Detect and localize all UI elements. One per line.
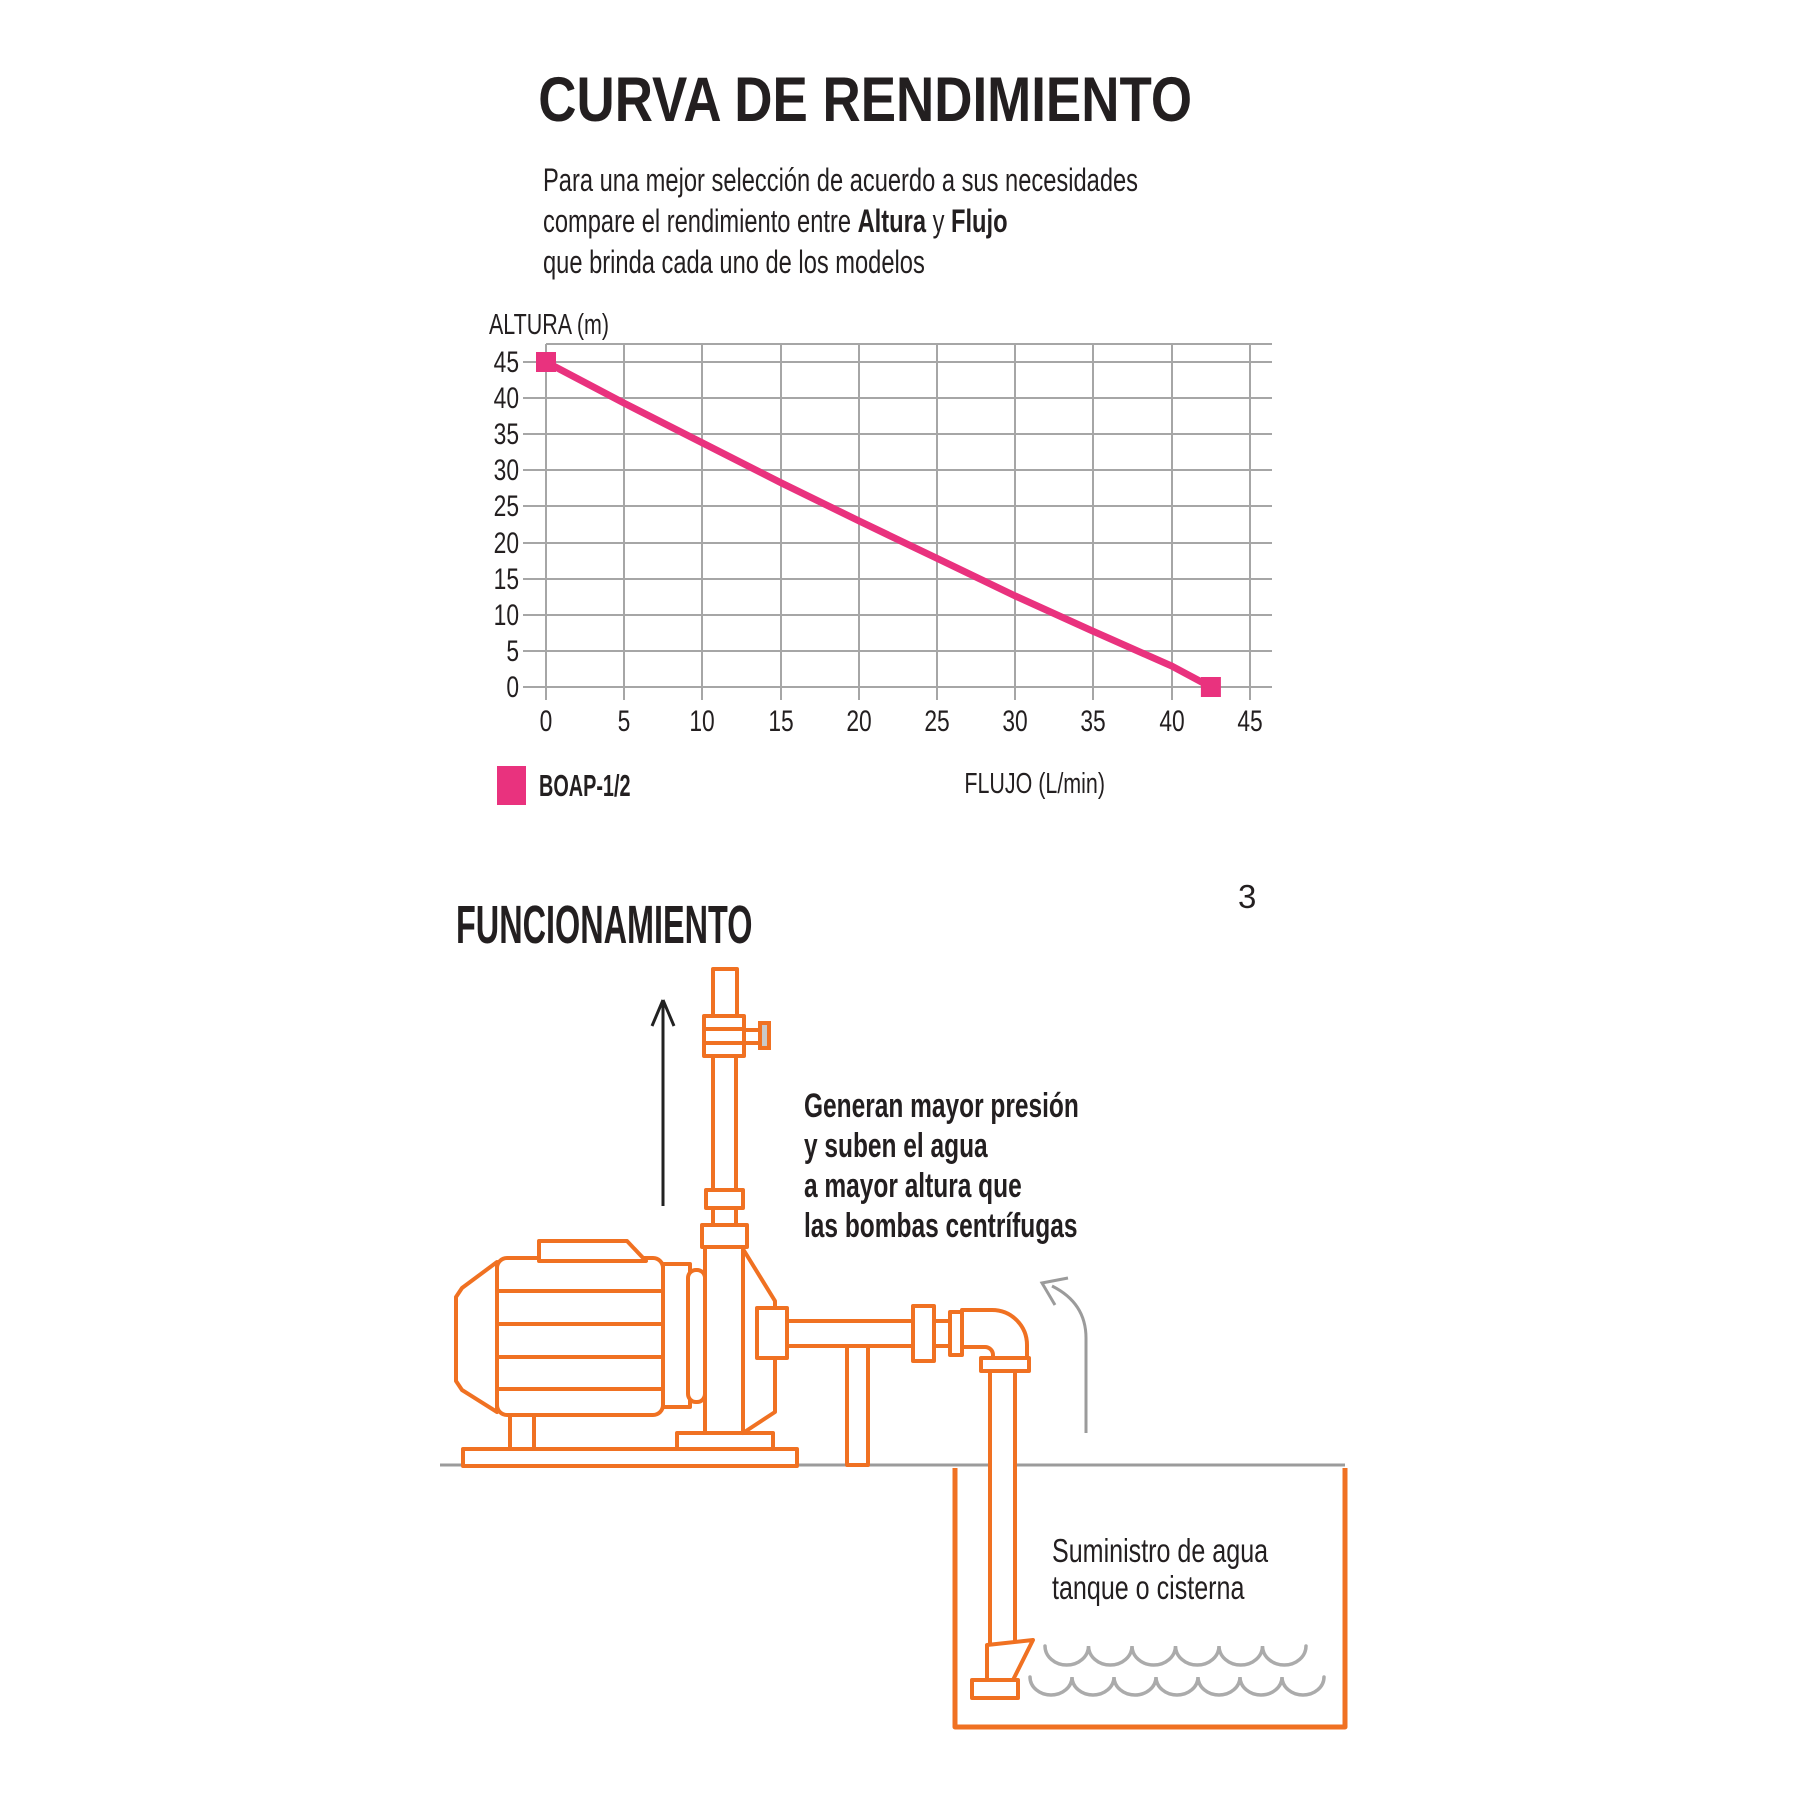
y-tick: 35 xyxy=(493,416,519,451)
x-tick: 45 xyxy=(1237,703,1263,738)
y-tick: 30 xyxy=(493,452,519,487)
y-tick: 5 xyxy=(506,633,519,668)
x-tick: 40 xyxy=(1159,703,1185,738)
discharge-pipe-lower xyxy=(713,1208,736,1225)
discharge-side-flange xyxy=(757,1308,787,1358)
x-tick-labels xyxy=(540,704,1263,738)
legend-label: BOAP-1/2 xyxy=(539,767,631,803)
valve-handle-stem xyxy=(744,1030,760,1043)
discharge-flow-arrow xyxy=(652,1000,674,1206)
y-tick: 0 xyxy=(506,669,519,704)
pump-diagram xyxy=(440,950,1360,1750)
y-tick: 15 xyxy=(493,561,519,596)
water-waves-row1 xyxy=(1045,1646,1306,1665)
chart-legend xyxy=(497,766,682,805)
note-line: Generan mayor presión xyxy=(804,1087,1079,1125)
pipe-flange-disc xyxy=(913,1306,934,1361)
x-tick: 35 xyxy=(1080,703,1106,738)
page-title: CURVA DE RENDIMIENTO xyxy=(538,65,1192,135)
operation-note xyxy=(804,1086,1186,1246)
section-heading: FUNCIONAMIENTO xyxy=(456,895,753,955)
pump-pedestal xyxy=(677,1433,773,1449)
intro-line-2: compare el rendimiento entre Altura y Flujo xyxy=(543,203,1008,239)
valve-body xyxy=(704,1016,744,1056)
valve-handle xyxy=(760,1023,769,1048)
tank-label: Suministro de agua tanque o cisterna xyxy=(1052,1532,1269,1606)
coupling-collar xyxy=(688,1270,705,1402)
note-line: las bombas centrífugas xyxy=(804,1207,1078,1245)
pump-column xyxy=(705,1247,743,1433)
water-waves-row2 xyxy=(1030,1677,1324,1695)
discharge-coupling xyxy=(706,1190,743,1208)
x-tick: 5 xyxy=(617,703,631,738)
suction-flow-arrow xyxy=(1052,1286,1086,1433)
motor-body xyxy=(497,1258,663,1415)
performance-chart xyxy=(440,290,1290,820)
intro-line-1: Para una mejor selección de acuerdo a sus necesidades xyxy=(543,162,1138,198)
x-tick: 20 xyxy=(846,703,872,738)
y-tick: 40 xyxy=(493,380,519,415)
x-tick: 15 xyxy=(768,703,794,738)
intro-line-3: que brinda cada uno de los modelos xyxy=(543,244,925,280)
suction-pipe-vertical xyxy=(990,1371,1015,1645)
note-line: a mayor altura que xyxy=(804,1167,1022,1205)
series-marker-start xyxy=(536,352,556,372)
y-tick: 10 xyxy=(493,597,519,632)
x-tick: 30 xyxy=(1002,703,1028,738)
pipe-support-leg xyxy=(847,1346,868,1465)
foot-valve-base xyxy=(972,1680,1018,1698)
page-number: 3 xyxy=(1238,878,1257,915)
suction-flow-arrowhead xyxy=(1042,1278,1068,1305)
motor-end-cap xyxy=(456,1262,497,1412)
motor-handle xyxy=(539,1241,646,1261)
intro-paragraph xyxy=(543,160,1347,283)
series-marker-end xyxy=(1201,677,1221,697)
motor-foot xyxy=(510,1415,534,1449)
y-tick: 20 xyxy=(493,525,519,560)
column-top-flange xyxy=(702,1225,747,1247)
y-axis-label: ALTURA (m) xyxy=(489,308,609,341)
series-line xyxy=(546,362,1211,687)
discharge-outlet-pipe xyxy=(713,969,737,1016)
legend-swatch xyxy=(497,766,526,805)
y-tick-labels xyxy=(494,345,519,704)
x-axis-label: FLUJO (L/min) xyxy=(964,767,1105,800)
y-tick: 45 xyxy=(493,344,519,379)
pump-base-plate xyxy=(463,1449,797,1466)
x-tick: 0 xyxy=(539,703,553,738)
x-tick: 25 xyxy=(924,703,950,738)
coupling-housing xyxy=(663,1264,690,1407)
foot-valve xyxy=(987,1640,1033,1680)
note-line: y suben el agua xyxy=(804,1127,988,1165)
pipe-elbow xyxy=(962,1310,1027,1358)
page-title-wrap xyxy=(380,64,1350,136)
discharge-pipe xyxy=(713,1056,736,1190)
x-tick: 10 xyxy=(689,703,715,738)
y-tick: 25 xyxy=(493,488,519,523)
chart-grid xyxy=(523,344,1272,700)
